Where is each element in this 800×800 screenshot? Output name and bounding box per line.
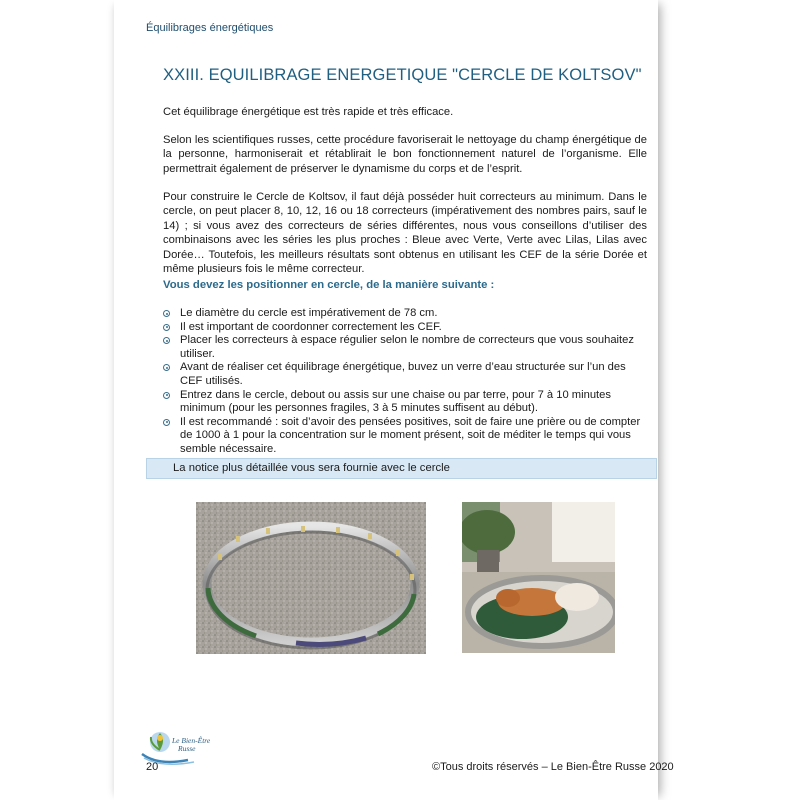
running-header: Équilibrages énergétiques <box>146 22 274 34</box>
list-item: Placer les correcteurs à espace régulier selon le nombre de correcteurs que vous souhaitez utiliser. <box>163 334 647 361</box>
science-paragraph: Selon les scientifiques russes, cette procédure favoriserait le nettoyage du champ énergétique de la personne, harmoniserait et rétablirait le bon fonctionnement naturel de l’organisme. Elle permettrait également de préserver le dynamisme du corps et de l’esprit. <box>163 134 647 175</box>
footer-copyright: ©Tous droits réservés – Le Bien-Être Russe 2020 <box>432 761 674 773</box>
intro-paragraph: Cet équilibrage énergétique est très rapide et très efficace. <box>163 106 454 118</box>
bullet-icon <box>163 364 170 371</box>
notice-text: La notice plus détaillée vous sera fournie avec le cercle <box>173 462 450 474</box>
instruction-list <box>163 307 647 457</box>
list-item: Il est recommandé : soit d’avoir des pensées positives, soit de faire une prière ou de compter de 1000 à 1 pour la concentration sur le moment présent, soit de méditer le temps qui vous semble nécessaire. <box>163 416 647 457</box>
list-item: Le diamètre du cercle est impérativement de 78 cm. <box>163 307 647 321</box>
logo-text: Le Bien-Être Russe <box>172 736 211 753</box>
list-item: Avant de réaliser cet équilibrage énergétique, buvez un verre d’eau structurée sur l’un des CEF utilisés. <box>163 361 647 388</box>
dog-in-circle-photo <box>462 502 615 653</box>
page-number: 20 <box>146 761 159 773</box>
section-title: XXIII. EQUILIBRAGE ENERGETIQUE "CERCLE DE KOLTSOV" <box>163 66 642 84</box>
construction-paragraph: Pour construire le Cercle de Koltsov, il faut déjà posséder huit correcteurs au minimum. Dans le cercle, on peut placer 8, 10, 12, 16 ou 18 correcteurs (impérativement des nombres pairs, sauf le 14) ; si vous avez des correcteurs de séries différentes, nous vous conseillons d’utiliser des combinaisons avec les séries les plus proches : Bleue avec Verte, Verte avec Lilas, Lilas avec Dorée… Toutefois, les meilleurs résultats sont obtenus en utilisant les CEF de la série Dorée et même plusieurs fois le même correcteur. <box>163 191 647 276</box>
bullet-icon <box>163 324 170 331</box>
bullet-icon <box>163 337 170 344</box>
koltsov-circle-photo <box>196 502 426 654</box>
notice-box <box>146 458 657 479</box>
subheading: Vous devez les positionner en cercle, de la manière suivante : <box>163 279 495 291</box>
bullet-icon <box>163 419 170 426</box>
bullet-icon <box>163 392 170 399</box>
list-item: Il est important de coordonner correctement les CEF. <box>163 321 647 335</box>
list-item: Entrez dans le cercle, debout ou assis sur une chaise ou par terre, pour 7 à 10 minutes minimum (pour les personnes fragiles, 3 à 5 minutes suffisent au début). <box>163 389 647 416</box>
bullet-icon <box>163 310 170 317</box>
